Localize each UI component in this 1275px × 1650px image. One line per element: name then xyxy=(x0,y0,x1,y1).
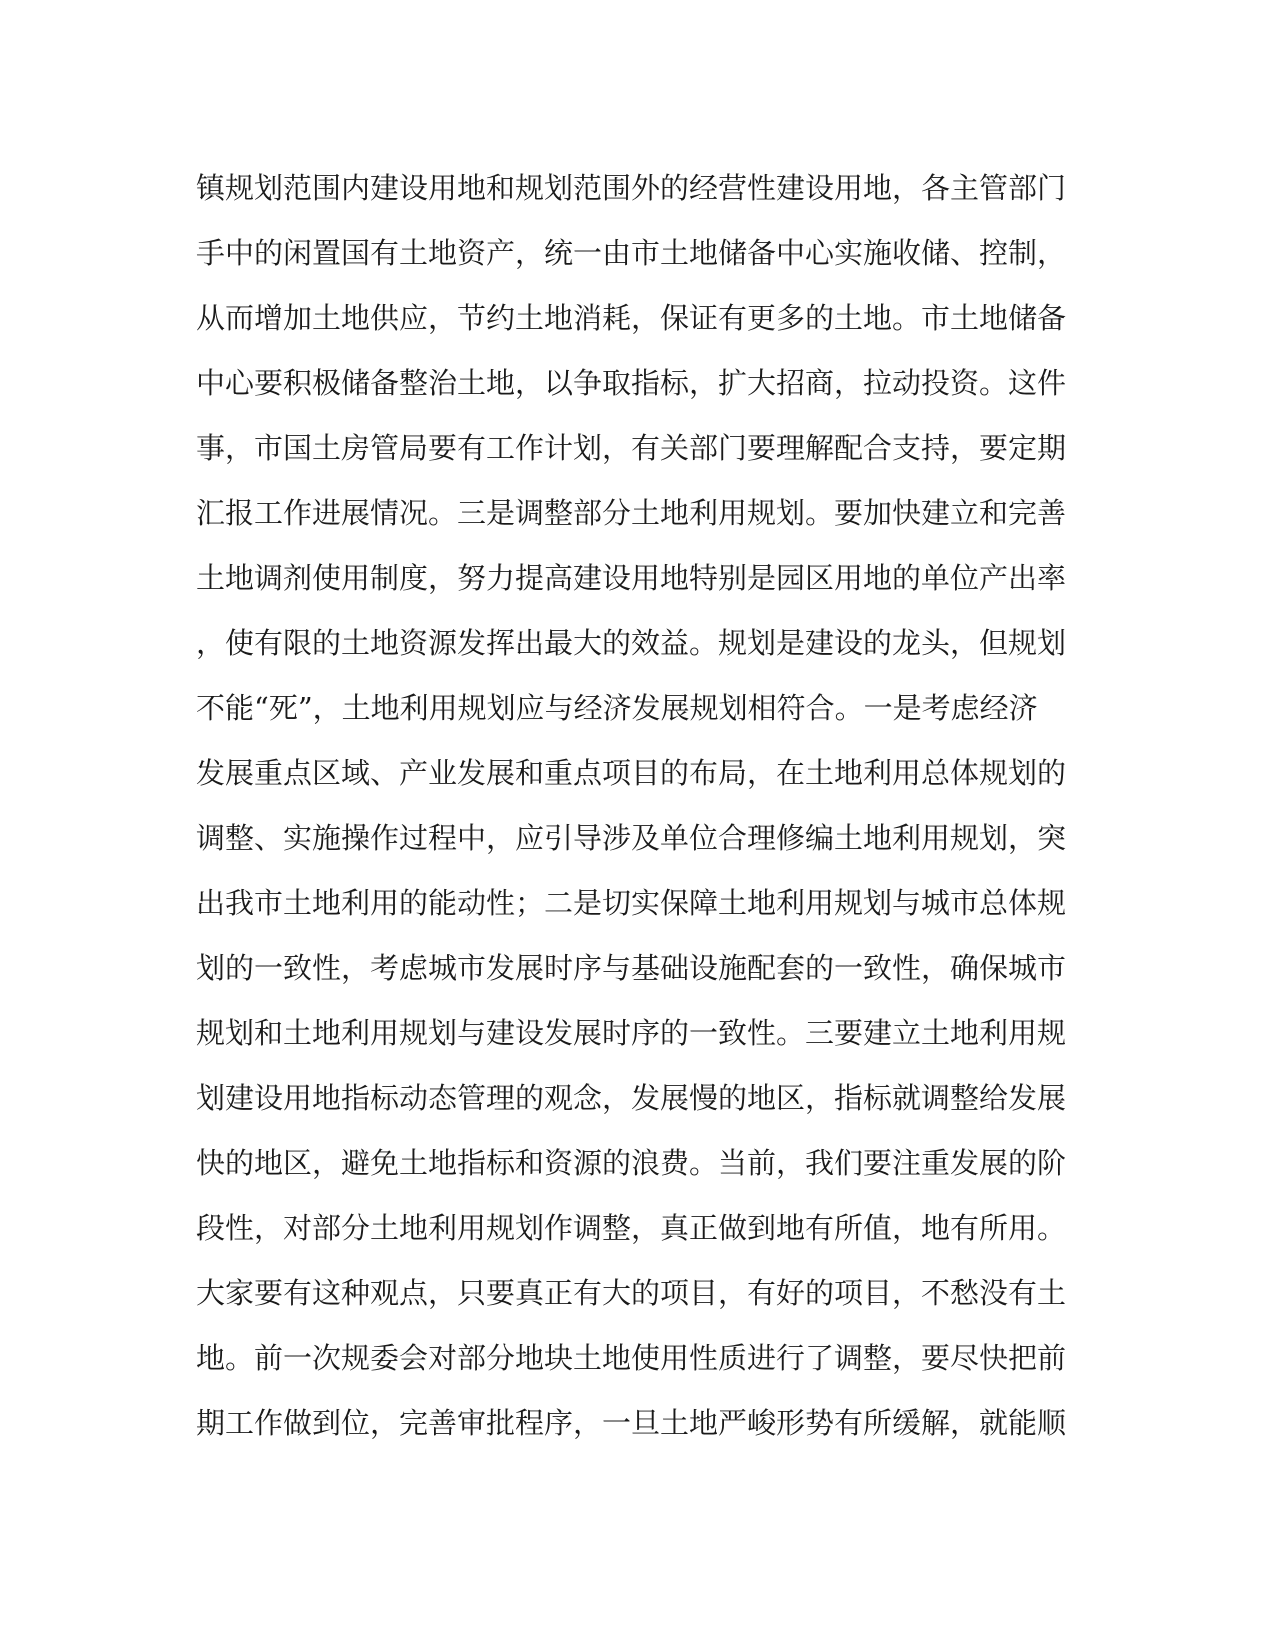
text-line-13: 划的一致性，考虑城市发展时序与基础设施配套的一致性，确保城市 xyxy=(196,951,1067,985)
text-line-5: 事，市国土房管局要有工作计划，有关部门要理解配合支持，要定期 xyxy=(196,431,1067,465)
text-line-15: 划建设用地指标动态管理的观念，发展慢的地区，指标就调整给发展 xyxy=(196,1081,1067,1115)
text-line-8: ，使有限的土地资源发挥出最大的效益。规划是建设的龙头，但规划 xyxy=(196,626,1067,660)
text-line-14: 规划和土地利用规划与建设发展时序的一致性。三要建立土地利用规 xyxy=(196,1016,1067,1050)
text-line-10: 发展重点区域、产业发展和重点项目的布局，在土地利用总体规划的 xyxy=(196,756,1067,790)
text-line-7: 土地调剂使用制度，努力提高建设用地特别是园区用地的单位产出率 xyxy=(196,561,1067,595)
text-line-3: 从而增加土地供应，节约土地消耗，保证有更多的土地。市土地储备 xyxy=(196,301,1067,335)
text-line-16: 快的地区，避免土地指标和资源的浪费。当前，我们要注重发展的阶 xyxy=(196,1146,1067,1180)
text-line-17: 段性，对部分土地利用规划作调整，真正做到地有所值，地有所用。 xyxy=(196,1211,1067,1245)
text-line-4: 中心要积极储备整治土地，以争取指标，扩大招商，拉动投资。这件 xyxy=(196,366,1067,400)
text-line-18: 大家要有这种观点，只要真正有大的项目，有好的项目，不愁没有土 xyxy=(196,1276,1067,1310)
text-line-1: 镇规划范围内建设用地和规划范围外的经营性建设用地，各主管部门 xyxy=(196,171,1067,205)
text-line-11: 调整、实施操作过程中，应引导涉及单位合理修编土地利用规划，突 xyxy=(196,821,1067,855)
text-line-2: 手中的闲置国有土地资产，统一由市土地储备中心实施收储、控制， xyxy=(196,236,1067,270)
text-line-12: 出我市土地利用的能动性；二是切实保障土地利用规划与城市总体规 xyxy=(196,886,1067,920)
text-line-9: 不能“死”，土地利用规划应与经济发展规划相符合。一是考虑经济 xyxy=(196,691,1038,725)
text-line-19: 地。前一次规委会对部分地块土地使用性质进行了调整，要尽快把前 xyxy=(196,1341,1067,1375)
text-line-6: 汇报工作进展情况。三是调整部分土地利用规划。要加快建立和完善 xyxy=(196,496,1067,530)
text-line-20: 期工作做到位，完善审批程序，一旦土地严峻形势有所缓解，就能顺 xyxy=(196,1406,1067,1440)
body-text xyxy=(196,156,1076,1456)
